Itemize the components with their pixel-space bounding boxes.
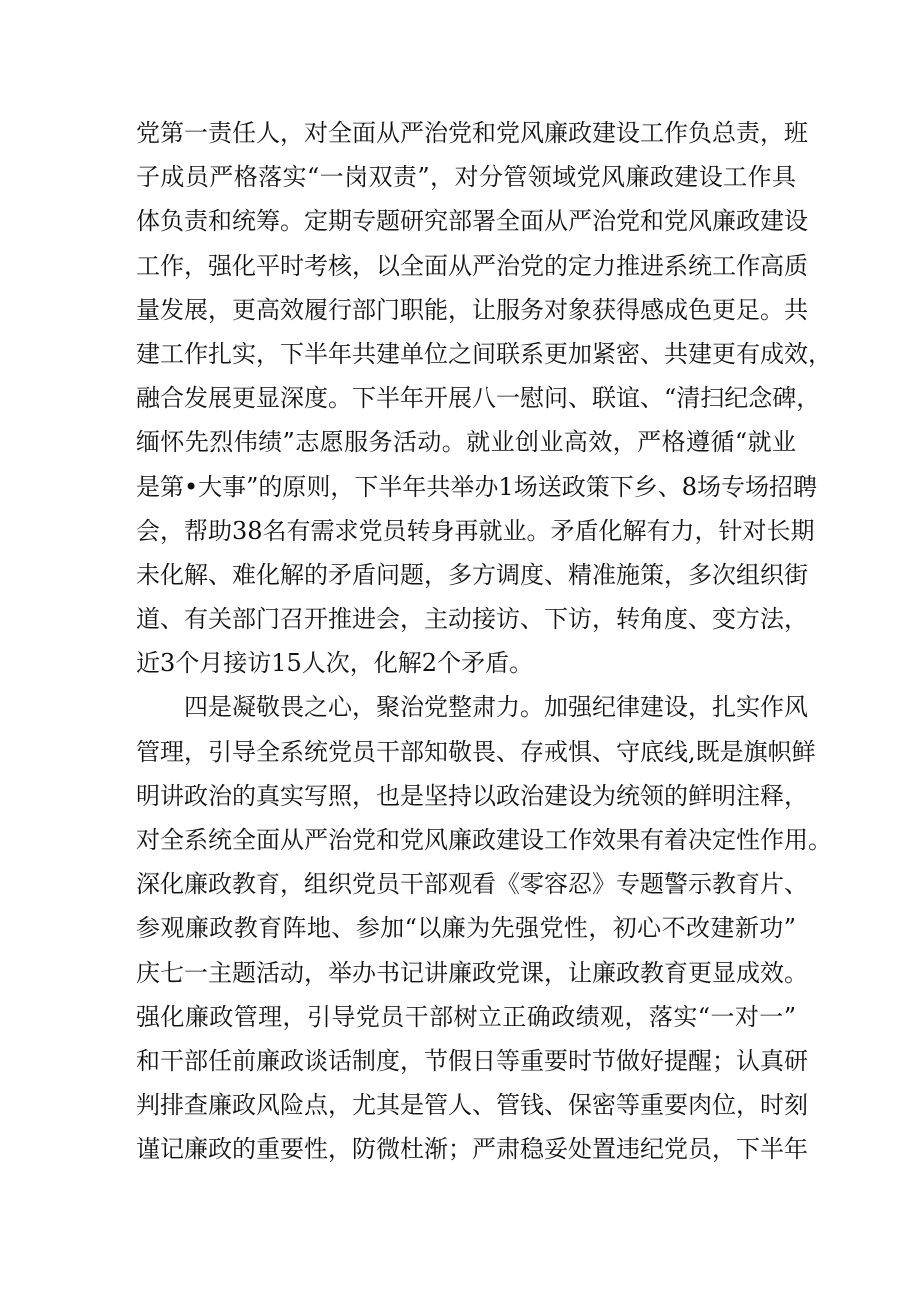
text-line: 子成员严格落实“一岗双责”，对分管领域党风廉政建设工作具 [136,163,796,192]
text-line: 深化廉政教育，组织党员干部观看《零容忍》专题警示教育片、 [136,870,808,899]
text-line: 对全系统全面从严治党和党风廉政建设工作效果有着决定性作用。 [136,826,832,854]
text-line: 工作，强化平时考核，以全面从严治党的定力推进系统工作高质 [136,251,808,280]
text-line: 融合发展更显深度。下半年开展八一慰问、联谊、“清扫纪念碑， [136,384,821,413]
text-line: 近3个月接访15人次，化解2个矛盾。 [136,649,534,678]
text-line: 建工作扎实，下半年共建单位之间联系更加紧密、共建更有成效， [136,339,832,368]
text-line: 量发展，更高效履行部门职能，让服务对象获得感成色更足。共 [136,295,808,324]
text-line: 判排查廉政风险点，尤其是管人、管钱、保密等重要肉位，时刻 [136,1091,808,1120]
paragraph-2 [136,685,832,1171]
text-line: 党第一责任人，对全面从严治党和党风廉政建设工作负总责，班 [136,119,808,147]
paragraph-1 [136,111,832,685]
text-line: 强化廉政管理，引导党员干部树立正确政绩观，落实“一对一” [136,1002,796,1031]
text-line: 明讲政治的真实写照，也是坚持以政治建设为统领的鲜明注释， [136,781,808,810]
text-line: 谨记廉政的重要性，防微杜渐；严肃稳妥处置违纪党员，下半年 [136,1135,808,1164]
text-line: 是第•大事”的原则，下半年共举办1场送政策下乡、8场专场招聘 [136,472,817,501]
text-line: 未化解、难化解的矛盾问题，多方调度、精准施策，多次组织街 [136,560,808,589]
document-body [136,111,832,1172]
text-line: 四是凝敬畏之心，聚治党整肃力。加强纪律建设，扎实作风 [184,693,808,722]
text-line: 体负责和统筹。定期专题研究部署全面从严治党和党风廉政建设 [136,207,808,236]
text-line: 会，帮助38名有需求党员转身再就业。矛盾化解有力，针对长期 [136,516,815,545]
text-line: 管理，引导全系统党员干部知敬畏、存戒惧、守底线,既是旗帜鲜 [136,737,816,766]
text-line: 和干部任前廉政谈话制度，节假日等重要时节做好提醒；认真研 [136,1046,808,1075]
text-line: 参观廉政教育阵地、参加“以廉为先强党性，初心不改建新功” [136,914,796,943]
text-line: 道、有关部门召开推进会，主动接访、下访，转角度、变方法， [136,605,808,634]
text-line: 缅怀先烈伟绩”志愿服务活动。就业创业高效，严格遵循“就业 [136,428,796,457]
text-line: 庆七一主题活动，举办书记讲廉政党课，让廉政教育更显成效。 [136,958,808,987]
